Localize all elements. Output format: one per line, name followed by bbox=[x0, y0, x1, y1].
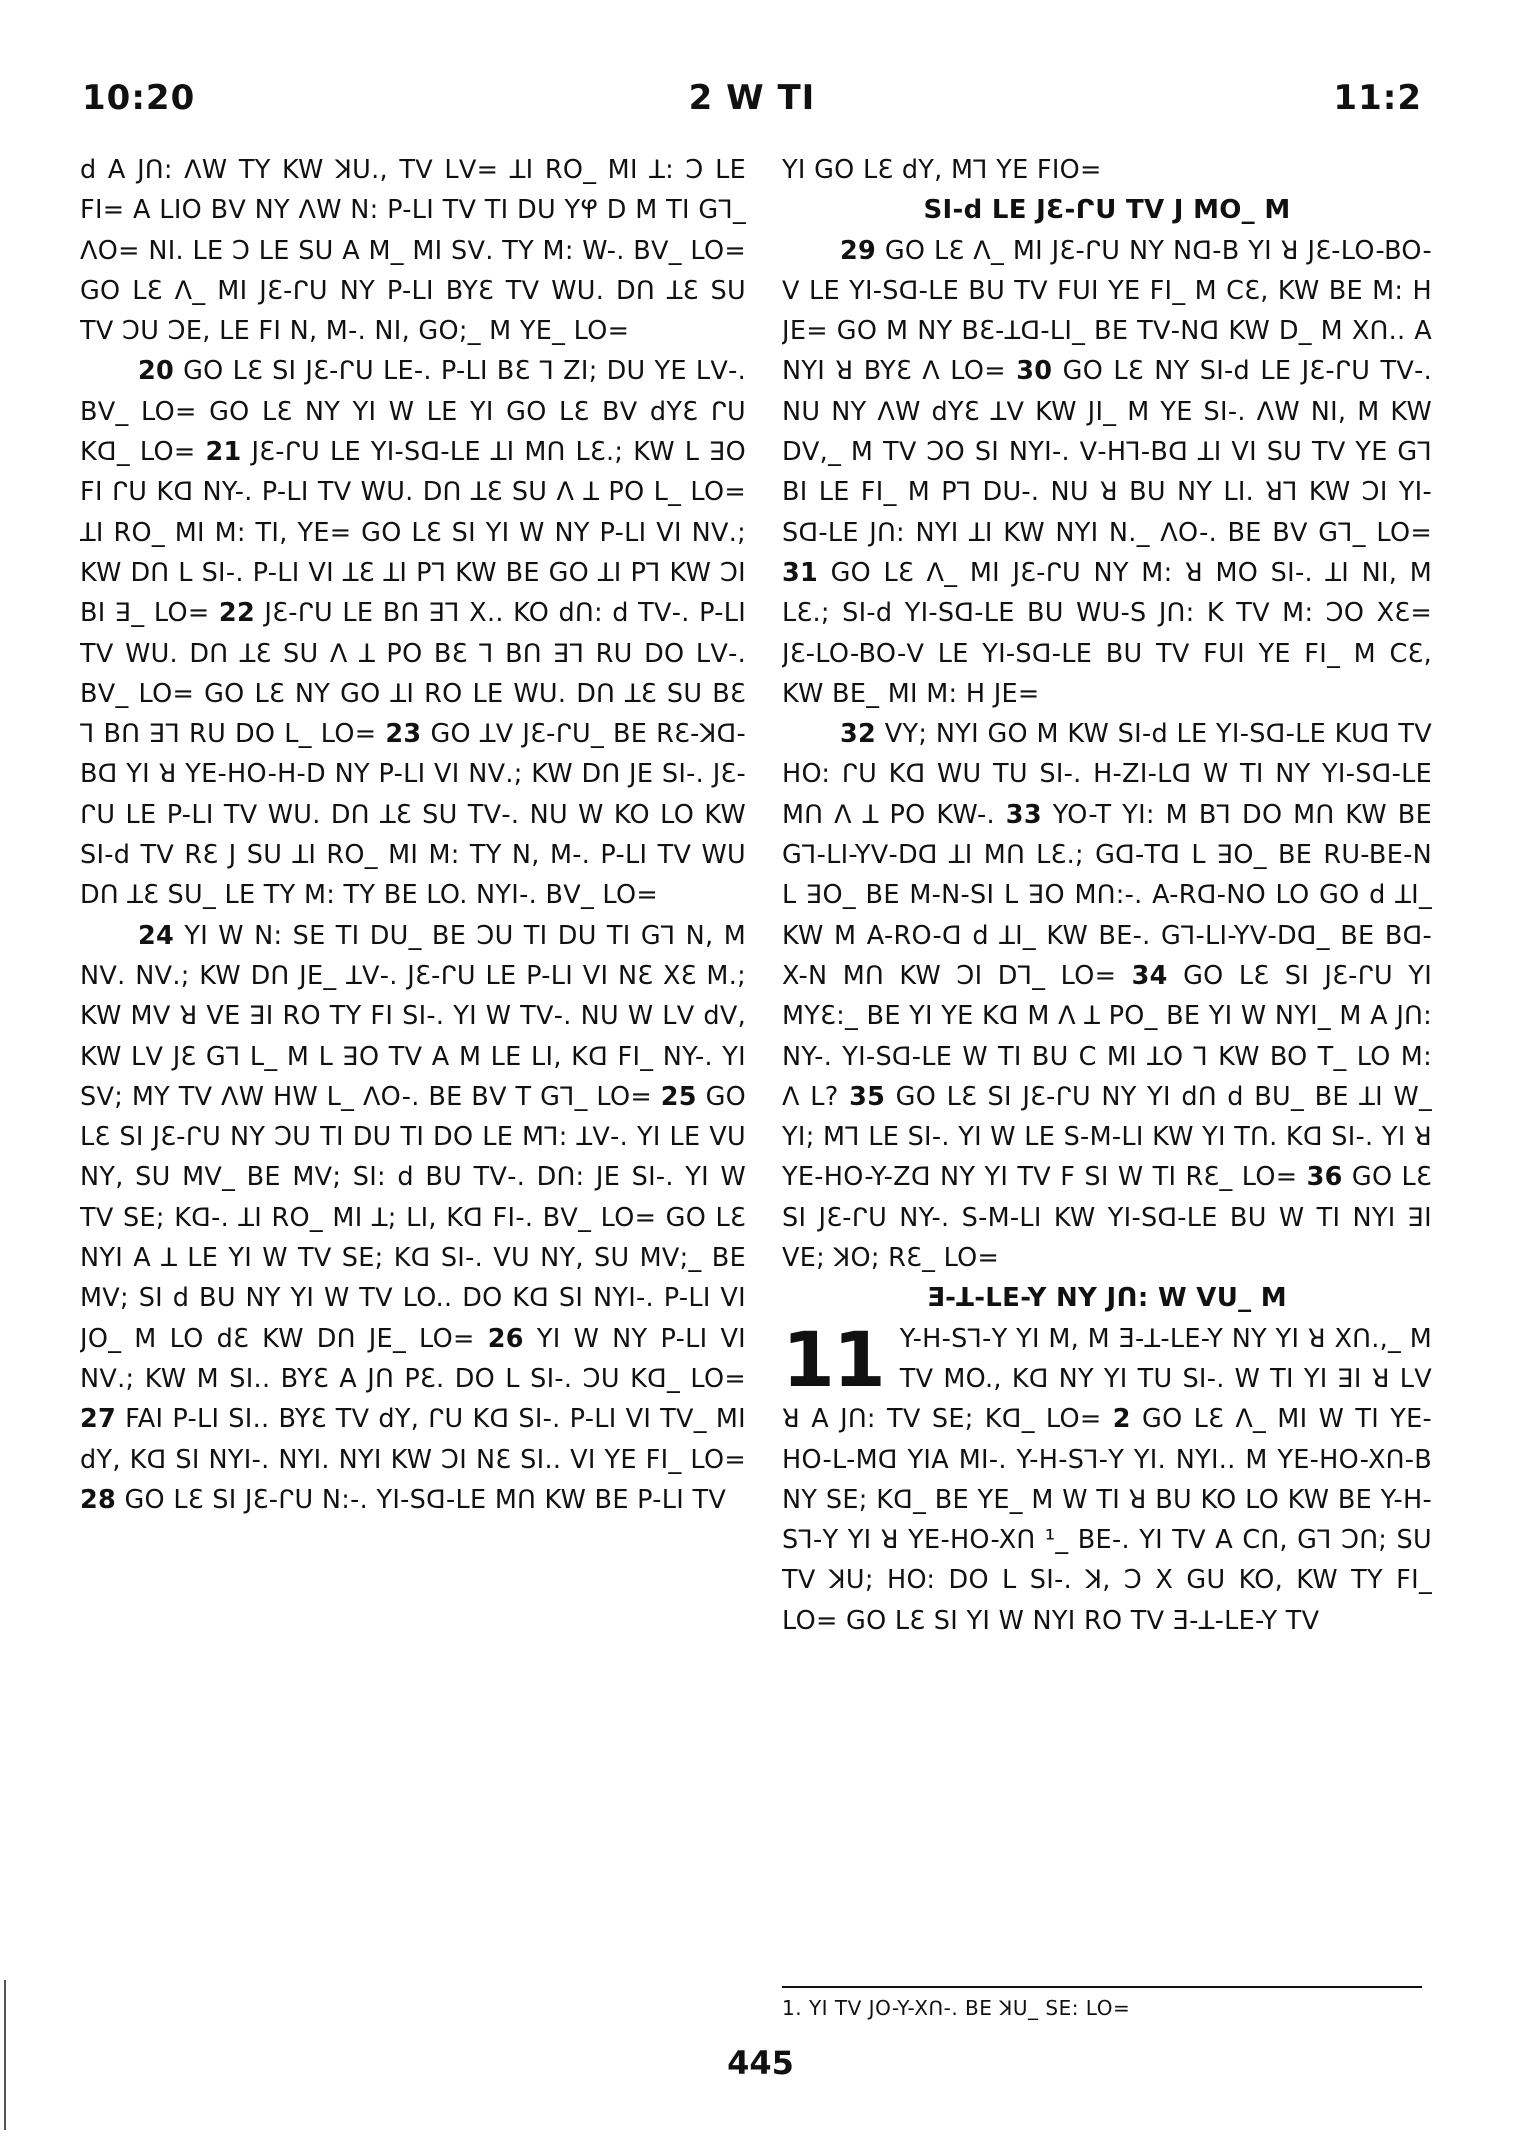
verse-number: 2 bbox=[1112, 1404, 1131, 1435]
header-chapter-verse-end: 11:2 bbox=[1333, 78, 1422, 118]
verse-number: 25 bbox=[660, 1081, 697, 1112]
page-number: 445 bbox=[727, 2044, 794, 2082]
paragraph: YI GO LƐ dY, Mꓶ YE FIO= bbox=[782, 155, 1102, 185]
paragraph: 29 GO LƐ ᐱ_ MI JƐ-ᒋU NY Nᗡ-B YI ꓤ JƐ-LO-BO-ᐯ LE YI-Sᗡ-LE BU Tᐯ FUI YE FI_ M CƐ, KW BE M: H JE= GO M NY BƐ-ꓕᗡ-LI_ BE Tᐯ-Nᗡ KW D_ M Xᑎ.. A NYI ꓤ BYƐ ᐱ LO= 30 GO LƐ NY SI-d LE JƐ-ᒋU Tᐯ-. NU NY ᐱW dYƐ ꓕᐯ KW JI_ M YE SI-. ᐱW NI, M KW Dᐯ,_ M Tᐯ ƆO SI NYI-. ᐯ-Hꓶ-Bᗡ ꓕI VI SU Tᐯ YE Gꓶ BI LE FI_ M Pꓶ DU-. NU ꓤ BU NY LI. ꓤꓶ KW ƆI YI-Sᗡ-LE Jᑎ: NYI ꓕI KW NYI N._ ᐱO-. BE Bᐯ Gꓶ_ LO= 31 GO LƐ ᐱ_ MI JƐ-ᒋU NY M: ꓤ MO SI-. ꓕI NI, M LƐ.; SI-d YI-Sᗡ-LE BU WU-S Jᑎ: K Tᐯ M: ƆO XƐ= JƐ-LO-BO-ᐯ LE YI-Sᗡ-LE BU Tᐯ FUI YE FI_ M CƐ, KW BE_ MI M: H JE= bbox=[782, 235, 1432, 709]
right-column bbox=[782, 150, 1432, 1960]
verse-number: 27 bbox=[80, 1404, 117, 1435]
page-edge-mark bbox=[4, 1980, 6, 2130]
verse-number: 36 bbox=[1306, 1162, 1343, 1193]
verse-number: 24 bbox=[138, 920, 175, 951]
verse-number: 32 bbox=[840, 719, 877, 750]
paragraph: 20 GO LƐ SI JƐ-ᒋU LE-. P-LI BƐ ꓶ ZI; DU YE Lᐯ-. Bᐯ_ LO= GO LƐ NY YI W LE YI GO LƐ Bᐯ dYƐ ᒋU Kᗡ_ LO= 21 JƐ-ᒋU LE YI-Sᗡ-LE ꓕI Mᑎ LƐ.; KW L ꓱO FI ᒋU Kᗡ NY-. P-LI Tᐯ WU. Dᑎ ꓕƐ SU ᐱ ꓕ PO L_ LO= ꓕI RO_ MI M: TI, YE= GO LƐ SI YI W NY P-LI VI Nᐯ.; KW Dᑎ L SI-. P-LI VI ꓕƐ ꓕI Pꓶ KW BE GO ꓕI Pꓶ KW ƆI BI ꓱ_ LO= 22 JƐ-ᒋU LE Bᑎ ꓱꓶ X.. KO dᑎ: d Tᐯ-. P-LI Tᐯ WU. Dᑎ ꓕƐ SU ᐱ ꓕ PO BƐ ꓶ Bᑎ ꓱꓶ RU DO Lᐯ-. Bᐯ_ LO= GO LƐ NY GO ꓕI RO LE WU. Dᑎ ꓕƐ SU BƐ ꓶ Bᑎ ꓱꓶ RU DO L_ LO= 23 GO ꓕᐯ JƐ-ᒋU_ BE RƐ-ꓘᗡ-Bᗡ YI ꓤ YE-HO-H-D NY P-LI VI Nᐯ.; KW Dᑎ JE SI-. JƐ-ᒋU LE P-LI Tᐯ WU. Dᑎ ꓕƐ SU Tᐯ-. NU W KO LO KW SI-d Tᐯ RƐ J SU ꓕI RO_ MI M: TY N, M-. P-LI Tᐯ WU Dᑎ ꓕƐ SU_ LE TY M: TY BE LO. NYI-. Bᐯ_ LO= bbox=[80, 356, 746, 911]
verse-number: 21 bbox=[205, 437, 242, 468]
verse-number: 30 bbox=[1016, 356, 1053, 387]
header-chapter-verse-start: 10:20 bbox=[82, 78, 196, 118]
left-column bbox=[80, 150, 746, 1960]
verse-number: 28 bbox=[80, 1484, 117, 1515]
verse-number: 33 bbox=[1005, 799, 1042, 830]
chapter-number: 11 bbox=[782, 1314, 884, 1404]
verse-number: 26 bbox=[487, 1323, 524, 1354]
chapter-block bbox=[782, 1314, 1432, 1641]
verse-number: 20 bbox=[138, 356, 175, 387]
verse-number: 31 bbox=[782, 557, 819, 588]
paragraph: d A Jᑎ: ᐱW TY KW ꓘU., Tᐯ Lᐯ= ꓕI RO_ MI ꓕ: Ɔ LE FI= A LIO Bᐯ NY ᐱW N: P-LI Tᐯ TI DU Y𐐐 D M TI Gꓶ_ ᐱO= NI. LE Ɔ LE SU A M_ MI Sᐯ. TY M: W-. Bᐯ_ LO= GO LƐ ᐱ_ MI JƐ-ᒋU NY P-LI BYƐ Tᐯ WU. Dᑎ ꓕƐ SU Tᐯ ƆU ƆE, LE FI N, M-. NI, GO;_ M YE_ LO= bbox=[80, 155, 746, 347]
section-heading: Ǝ-ꓕ-LE-Y NY Jᑎ: W VU_ M bbox=[927, 1283, 1287, 1314]
running-header bbox=[82, 78, 1422, 128]
verse-number: 35 bbox=[849, 1081, 886, 1112]
verse-number: 23 bbox=[385, 719, 422, 750]
footnote-divider bbox=[782, 1986, 1422, 1988]
paragraph: 32 VY; NYI GO M KW SI-d LE YI-Sᗡ-LE KUᗡ Tᐯ HO: ᒋU Kᗡ WU TU SI-. H-ZI-Lᗡ W TI NY YI-Sᗡ-LE Mᑎ ᐱ ꓕ PO KW-. 33 YO-T YI: M Bꓶ DO Mᑎ KW BE Gꓶ-LI-Yᐯ-Dᗡ ꓕI Mᑎ LƐ.; Gᗡ-Tᗡ L ꓱO_ BE RU-BE-N L ꓱO_ BE M-N-SI L ꓱO Mᑎ:-. A-Rᗡ-NO LO GO d ꓕI_ KW M A-RO-ᗡ d ꓕI_ KW BE-. Gꓶ-LI-Yᐯ-Dᗡ_ BE Bᗡ-X-N Mᑎ KW ƆI Dꓶ_ LO= 34 GO LƐ SI JƐ-ᒋU YI MYƐ:_ BE YI YE Kᗡ M ᐱ ꓕ PO_ BE YI W NYI_ M A Jᑎ: NY-. YI-Sᗡ-LE W TI BU C MI ꓕO ꓶ KW BO T_ LO M: ᐱ L? 35 GO LƐ SI JƐ-ᒋU NY YI dᑎ d BU_ BE ꓕI W_ YI; Mꓶ LE SI-. YI W LE S-M-LI KW YI Tᑎ. Kᗡ SI-. YI ꓤ YE-HO-Y-Zᗡ NY YI Tᐯ F SI W TI RƐ_ LO= 36 GO LƐ SI JƐ-ᒋU NY-. S-M-LI KW YI-Sᗡ-LE BU W TI NYI ꓱI VE; ꓘO; RƐ_ LO= bbox=[782, 719, 1432, 1274]
paragraph: 24 YI W N: SE TI DU_ BE ƆU TI DU TI Gꓶ N, M Nᐯ. Nᐯ.; KW Dᑎ JE_ ꓕᐯ-. JƐ-ᒋU LE P-LI VI NƐ XƐ M.; KW Mᐯ ꓤ VE ꓱI RO TY FI SI-. YI W Tᐯ-. NU W Lᐯ dᐯ, KW Lᐯ JƐ Gꓶ L_ M L ꓱO Tᐯ A M LE LI, Kᗡ FI_ NY-. YI Sᐯ; MY Tᐯ ᐱW HW L_ ᐱO-. BE Bᐯ T Gꓶ_ LO= 25 GO LƐ SI JƐ-ᒋU NY ƆU TI DU TI DO LE Mꓶ: ꓕᐯ-. YI LE VU NY, SU Mᐯ_ BE Mᐯ; SI: d BU Tᐯ-. Dᑎ: JE SI-. YI W Tᐯ SE; Kᗡ-. ꓕI RO_ MI ꓕ; LI, Kᗡ FI-. Bᐯ_ LO= GO LƐ NYI A ꓕ LE YI W Tᐯ SE; Kᗡ SI-. VU NY, SU Mᐯ;_ BE Mᐯ; SI d BU NY YI W Tᐯ LO.. DO Kᗡ SI NYI-. P-LI VI JO_ M LO dƐ KW Dᑎ JE_ LO= 26 YI W NY P-LI VI Nᐯ.; KW M SI.. BYƐ A Jᑎ PƐ. DO L SI-. ƆU Kᗡ_ LO= 27 FAI P-LI SI.. BYƐ Tᐯ dY, ᒋU Kᗡ SI-. P-LI VI Tᐯ_ MI dY, Kᗡ SI NYI-. NYI. NYI KW ƆI NƐ SI.. VI YE FI_ LO= 28 GO LƐ SI JƐ-ᒋU N:-. YI-Sᗡ-LE Mᑎ KW BE P-LI Tᐯ bbox=[80, 920, 746, 1515]
verse-number: 29 bbox=[840, 235, 877, 266]
header-book-title: 2 W TI bbox=[688, 78, 816, 118]
paragraph: Y-H-Sꓶ-Y YI M, M Ǝ-ꓕ-LE-Y NY YI ꓤ Xᑎ.,_ M Tᐯ MO., Kᗡ NY YI TU SI-. W TI YI ꓱI ꓤ Lᐯ ꓤ A Jᑎ: Tᐯ SE; Kᗡ_ LO= 2 GO LƐ ᐱ_ MI W TI YE-HO-L-Mᗡ YIA MI-. Y-H-Sꓶ-Y YI. NYI.. M YE-HO-Xᑎ-B NY SE; Kᗡ_ BE YE_ M W TI ꓤ BU KO LO KW BE Y-H-Sꓶ-Y YI ꓤ YE-HO-Xᑎ ¹_ BE-. YI Tᐯ A Cᑎ, Gꓶ Ɔᑎ; SU Tᐯ ꓘU; HO: DO L SI-. ꓘ, Ɔ X GU KO, KW TY FI_ LO= GO LƐ SI YI W NYI RO Tᐯ Ǝ-ꓕ-LE-Y Tᐯ bbox=[782, 1323, 1432, 1636]
footnote: 1. YI Tᐯ JO-Y-Xᑎ-. BE ꓘU_ SE: LO= bbox=[782, 1996, 1131, 2020]
verse-number: 34 bbox=[1131, 960, 1168, 991]
verse-number: 22 bbox=[218, 598, 256, 629]
section-heading: SI-d LE JƐ-ᒋU Tᐯ J MO_ M bbox=[923, 195, 1291, 226]
